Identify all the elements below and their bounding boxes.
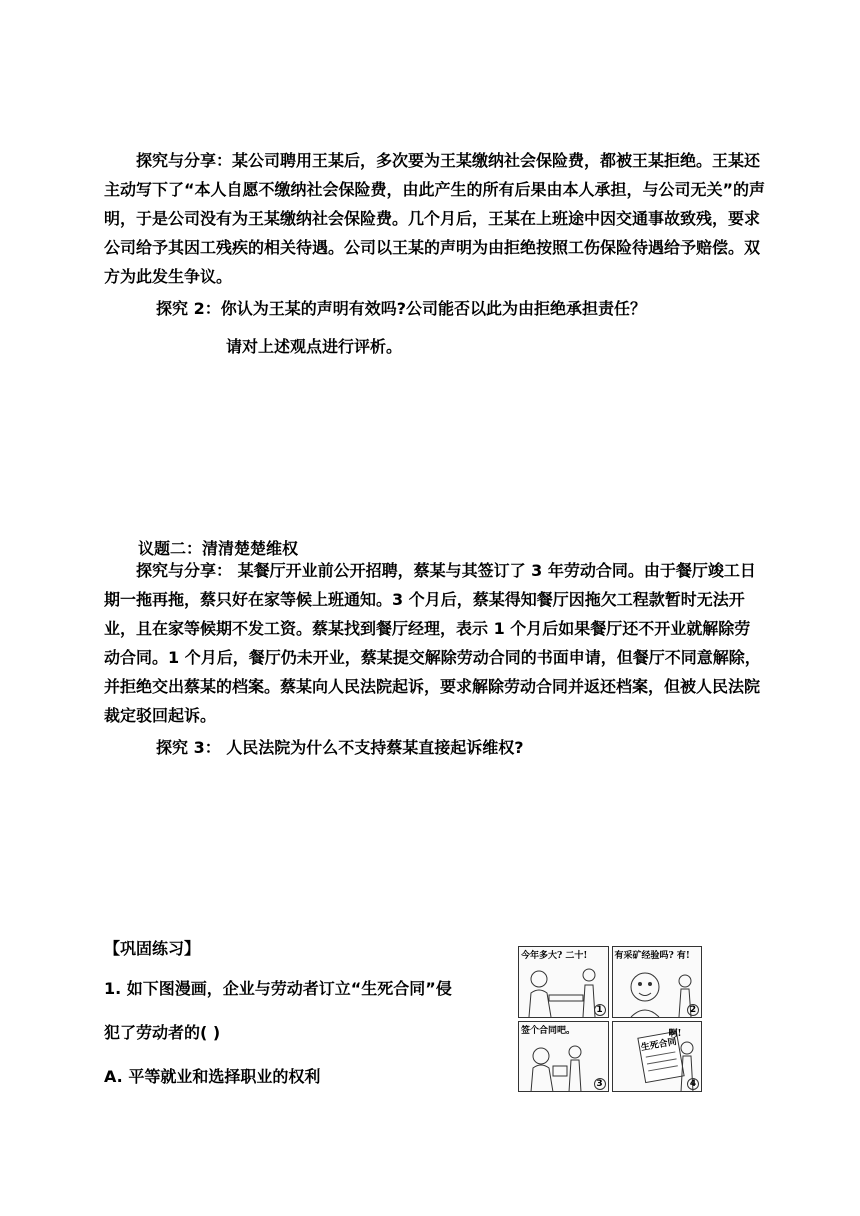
comic-panel-1-speech: 今年多大? 二十! — [521, 951, 588, 961]
comic-panel-3-number: 3 — [594, 1078, 606, 1090]
case-paragraph-1: 探究与分享：某公司聘用王某后，多次要为王某缴纳社会保险费，都被王某拒绝。王某还主动写下了“本人自愿不缴纳社会保险费，由此产生的所有后果由本人承担，与公司无关”的声明，于是公司没有为王某缴纳社会保险费。几个月后，王某在上班途中因交通事故致残，要求公司给予其因工残疾的相关待遇。公司以王某的声明为由拒绝按照工伤保险待遇给予赔偿。双方为此发生争议。 — [104, 151, 766, 286]
comic-panel-4-number: 4 — [687, 1078, 699, 1090]
exercise-question-1-line-2: 犯了劳动者的( ) — [104, 1023, 221, 1042]
evaluation-instruction: 请对上述观点进行评析。 — [226, 337, 403, 356]
comic-panel-4 — [612, 1021, 703, 1093]
inquiry-question-2: 探究 2：你认为王某的声明有效吗?公司能否以此为由拒绝承担责任？ — [156, 299, 646, 318]
comic-panel-2-number: 2 — [687, 1004, 699, 1016]
topic-two-heading: 议题二：清清楚楚维权 — [138, 539, 299, 558]
comic-panel-2 — [612, 946, 703, 1018]
comic-panel-3 — [518, 1021, 609, 1093]
exercise-option-a: A. 平等就业和选择职业的权利 — [104, 1067, 321, 1086]
comic-panel-2-speech: 有采矿经验吗? 有! — [614, 951, 690, 961]
comic-panel-1 — [518, 946, 609, 1018]
comic-panel-3-speech: 签个合同吧。 — [521, 1025, 576, 1036]
inquiry-question-3: 探究 3： 人民法院为什么不支持蔡某直接起诉维权? — [156, 738, 524, 757]
comic-panel-1-number: 1 — [594, 1004, 606, 1016]
case-paragraph-2: 探究与分享： 某餐厅开业前公开招聘，蔡某与其签订了 3 年劳动合同。由于餐厅竣工日期一拖再拖，蔡只好在家等候上班通知。3 个月后，蔡某得知餐厅因拖欠工程款暂时无法开业，且在家等候期不发工资。蔡某找到餐厅经理，表示 1 个月后如果餐厅还不开业就解除劳动合同。1 个月后，餐厅仍未开业，蔡某提交解除劳动合同的书面申请，但餐厅不同意解除，并拒绝交出蔡某的档案。蔡某向人民法院起诉，要求解除劳动合同并返还档案，但被人民法院裁定驳回起诉。 — [104, 561, 761, 725]
exercise-heading: 【巩固练习】 — [104, 939, 201, 958]
contract-title: 生死合同 — [639, 1036, 678, 1053]
comic-panel-4-shout: 啊! — [668, 1028, 682, 1039]
comic-strip — [518, 946, 702, 1092]
exercise-question-1-line-1: 1. 如下图漫画，企业与劳动者订立“生死合同”侵 — [104, 979, 452, 998]
